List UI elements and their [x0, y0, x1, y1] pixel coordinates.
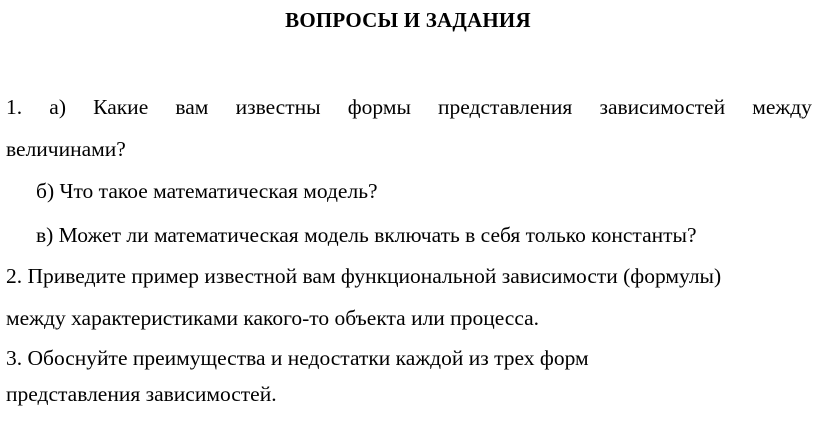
q1-word: вам [175, 95, 209, 119]
question-1c: в) Может ли математическая модель включать в себя только константы? [36, 223, 697, 247]
question-3-line-1: 3. Обоснуйте преимущества и недостатки каждой из трех форм [6, 346, 589, 370]
question-1a-line-2: величинами? [6, 137, 126, 161]
question-1b: б) Что такое математическая модель? [36, 179, 378, 203]
q1-word: зависимостей [599, 95, 726, 119]
q1-word: а) [49, 95, 66, 119]
q1-word: представления [438, 95, 573, 119]
q1-word: Какие [93, 95, 149, 119]
question-2-line-2: между характеристиками какого-то объекта или процесса. [6, 306, 540, 330]
page-title: ВОПРОСЫ И ЗАДАНИЯ [285, 8, 531, 32]
q1-word: формы [347, 95, 411, 119]
question-3-line-2: представления зависимостей. [6, 382, 277, 406]
q1-word: между [752, 95, 812, 119]
question-2-line-1: 2. Приведите пример известной вам функциональной зависимости (формулы) [6, 264, 722, 288]
question-1a-line-1 [6, 94, 812, 120]
q1-word: известны [235, 95, 321, 119]
q1-word: 1. [6, 95, 23, 119]
